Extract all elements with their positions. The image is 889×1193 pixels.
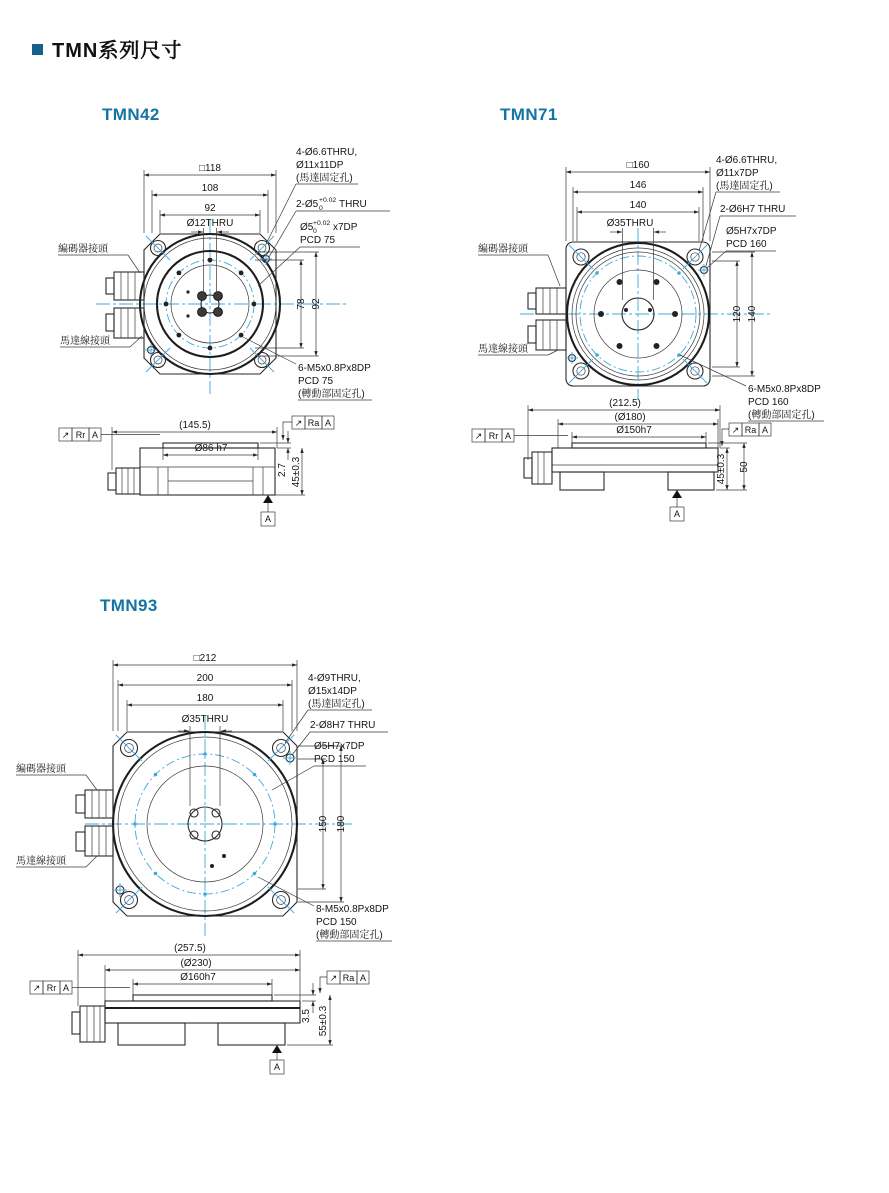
dim-label: Ø86 h7 xyxy=(194,443,228,454)
side-connector-icon xyxy=(108,468,140,494)
annotation: Ø11x11DP xyxy=(296,160,344,171)
page-title: TMN系列尺寸 xyxy=(52,40,183,62)
rr-label: Rr xyxy=(488,431,499,441)
datum-a-symbol xyxy=(670,490,684,521)
ra-label: Ra xyxy=(744,425,757,435)
tmn71-top-view xyxy=(478,155,824,421)
motor-connector-icon xyxy=(528,320,566,350)
dim-label: 146 xyxy=(629,180,647,191)
surface-roughness-rr xyxy=(59,428,160,441)
datum-ref: A xyxy=(62,983,70,993)
ra-label: Ra xyxy=(342,973,355,983)
tmn93-top-view xyxy=(16,653,392,941)
dim-label: 92 xyxy=(311,298,322,310)
dim-label: Ø35THRU xyxy=(181,714,229,725)
annotation-sup: +0.02 xyxy=(319,197,337,204)
surface-finish-icon: ↗ xyxy=(32,983,41,993)
surface-finish-icon: ↗ xyxy=(731,425,740,435)
surface-finish-icon: ↗ xyxy=(329,973,338,983)
annotation: PCD 150 xyxy=(316,917,357,928)
dim-label: □212 xyxy=(193,653,217,664)
annotation: Ø5H7x7DP xyxy=(726,226,777,237)
dim-label: Ø160h7 xyxy=(180,972,216,983)
encoder-connector-icon xyxy=(106,272,144,300)
dim-label: 92 xyxy=(204,203,216,214)
dim-label: (Ø230) xyxy=(180,958,212,969)
surface-roughness-ra xyxy=(283,416,334,440)
annotation: (轉動部固定孔) xyxy=(298,389,365,400)
motor-connector-icon xyxy=(106,308,144,338)
dim-label: 140 xyxy=(629,200,647,211)
annotation: 6-M5x0.8Px8DP xyxy=(748,384,821,395)
dim-label: 78 xyxy=(296,298,307,310)
annotation: PCD 160 xyxy=(748,397,789,408)
dim-label: (145.5) xyxy=(179,420,211,431)
svg-text:A: A xyxy=(673,509,681,519)
surface-finish-icon: ↗ xyxy=(61,430,70,440)
annotation: Ø15x14DP xyxy=(308,686,357,697)
datum-ref: A xyxy=(761,425,769,435)
rr-label: Rr xyxy=(75,430,86,440)
dim-label: 180 xyxy=(196,693,214,704)
annotation: Ø5 xyxy=(300,222,314,233)
motor-label: 馬達線接頭 xyxy=(60,336,110,347)
annotation: x7DP xyxy=(333,222,358,233)
tmn42-top-view xyxy=(58,147,390,400)
annotation: (馬達固定孔) xyxy=(716,181,773,192)
model-heading-tmn42: TMN42 xyxy=(102,105,160,124)
dim-label: □118 xyxy=(199,163,221,174)
motor-label: 馬達線接頭 xyxy=(478,344,528,355)
annotation: (馬達固定孔) xyxy=(308,699,365,710)
encoder-label: 編碼器接頭 xyxy=(478,244,528,255)
annotation: THRU xyxy=(339,199,367,210)
annotation-sub: 0 xyxy=(319,205,323,212)
datum-a-symbol xyxy=(270,1045,284,1074)
dim-label: 120 xyxy=(732,305,743,323)
annotation: 4-Ø6.6THRU, xyxy=(296,147,358,158)
dim-label: 150 xyxy=(318,815,329,833)
dim-label: (212.5) xyxy=(609,398,641,409)
annotation-sub: 0 xyxy=(313,228,317,235)
annotation: 4-Ø9THRU, xyxy=(308,673,361,684)
annotation: PCD 75 xyxy=(298,376,334,387)
dim-label: (Ø180) xyxy=(614,412,646,423)
annotation: Ø5H7x7DP xyxy=(314,741,365,752)
datum-ref: A xyxy=(324,418,332,428)
motor-connector-icon xyxy=(76,826,113,856)
surface-roughness-rr xyxy=(472,429,568,442)
dim-label: 140 xyxy=(747,305,758,323)
annotation: (轉動部固定孔) xyxy=(748,410,815,421)
annotation: 2-Ø6H7 THRU xyxy=(720,204,786,215)
dim-label: 45±0.3 xyxy=(716,453,727,485)
datum-ref: A xyxy=(359,973,367,983)
encoder-label: 編碼器接頭 xyxy=(58,244,108,255)
dim-label: 2.7 xyxy=(277,463,288,477)
motor-label: 馬達線接頭 xyxy=(16,856,66,867)
annotation: 8-M5x0.8Px8DP xyxy=(316,904,389,915)
dim-label: 3.5 xyxy=(301,1009,312,1023)
model-heading-tmn71: TMN71 xyxy=(500,105,558,124)
tmn71-side-view xyxy=(472,398,771,521)
dim-label: 55±0.3 xyxy=(318,1005,329,1037)
encoder-connector-icon xyxy=(528,288,566,314)
surface-roughness-ra xyxy=(320,971,369,993)
dim-label: Ø150h7 xyxy=(616,425,652,436)
annotation-sup: +0.02 xyxy=(313,220,331,227)
surface-roughness-ra xyxy=(722,423,771,446)
annotation: PCD 150 xyxy=(314,754,355,765)
encoder-connector-icon xyxy=(76,790,113,818)
dim-label: Ø35THRU xyxy=(606,218,654,229)
dim-label: 200 xyxy=(196,673,214,684)
tmn93-side-view xyxy=(30,943,369,1074)
surface-roughness-rr xyxy=(30,981,130,994)
annotation: 2-Ø8H7 THRU xyxy=(310,720,376,731)
annotation: PCD 75 xyxy=(300,235,336,246)
svg-text:A: A xyxy=(264,514,272,524)
surface-finish-icon: ↗ xyxy=(474,431,483,441)
ra-label: Ra xyxy=(307,418,320,428)
annotation: Ø11x7DP xyxy=(716,168,759,179)
annotation: (轉動部固定孔) xyxy=(316,930,383,941)
annotation: (馬達固定孔) xyxy=(296,173,353,184)
dim-label: 108 xyxy=(201,183,219,194)
model-heading-tmn93: TMN93 xyxy=(100,596,158,615)
dim-label: 180 xyxy=(336,815,347,833)
dim-label: Ø12THRU xyxy=(186,218,234,229)
datum-ref: A xyxy=(91,430,99,440)
dim-label: 50 xyxy=(739,461,750,473)
tmn42-side-view xyxy=(59,416,334,526)
datum-a-symbol xyxy=(261,495,275,526)
rr-label: Rr xyxy=(46,983,57,993)
annotation: 6-M5x0.8Px8DP xyxy=(298,363,371,374)
annotation: 4-Ø6.6THRU, xyxy=(716,155,778,166)
dim-label: (257.5) xyxy=(174,943,206,954)
surface-finish-icon: ↗ xyxy=(294,418,303,428)
encoder-label: 編碼器接頭 xyxy=(16,764,66,775)
datum-ref: A xyxy=(504,431,512,441)
dim-label: □160 xyxy=(626,160,650,171)
dim-label: 45±0.3 xyxy=(291,456,302,488)
side-connector-icon xyxy=(72,1006,105,1042)
annotation: PCD 160 xyxy=(726,239,767,250)
annotation: 2-Ø5 xyxy=(296,199,319,210)
svg-text:A: A xyxy=(273,1062,281,1072)
